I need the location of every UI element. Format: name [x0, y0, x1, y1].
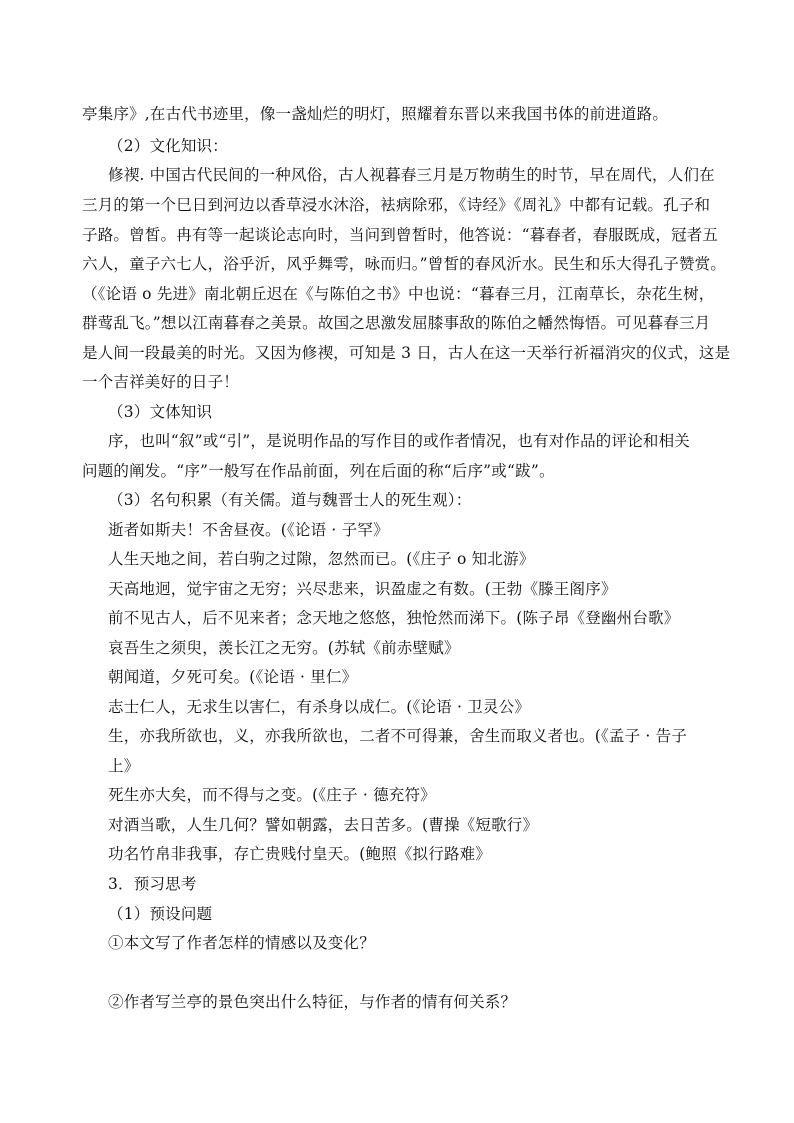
quote-line-11: 功名竹帛非我事，存亡贵贱付皇天。(鲍照《拟行路难》	[108, 845, 492, 863]
text-line-7: （《论语 o 先进》南北朝丘迟在《与陈伯之书》中也说：“暮春三月，江南草长，杂花生树，	[82, 285, 715, 303]
text-line-6: 六人，童子六七人，浴乎沂，风乎舞雩，咏而归。”曾皙的春风沂水。民生和乐大得孔子赞赏。	[82, 255, 727, 273]
quote-line-8: 生，亦我所欲也，义，亦我所欲也，二者不可得兼，舍生而取义者也。(《孟子 · 告子	[108, 727, 688, 745]
text-line-12: 序，也叫“叙”或“引”，是说明作品的写作目的或作者情况，也有对作品的评论和相关	[108, 432, 690, 450]
quote-line-2: 人生天地之间，若白驹之过隙，忽然而已。(《庄子 o 知北游》	[108, 550, 535, 568]
text-line-10: 一个吉祥美好的日子！	[82, 373, 240, 391]
text-line-9: 是人间一段最美的时光。又因为修禊，可知是 3 日，古人在这一天举行祈福消灾的仪式，这是	[82, 344, 731, 362]
section-heading-questions: （1）预设问题	[108, 905, 213, 923]
section-heading-quotes: （3）名句积累（有关儒。道与魏晋士人的死生观）：	[108, 491, 472, 509]
question-1: ①本文写了作者怎样的情感以及变化？	[108, 934, 375, 952]
question-2: ②作者写兰亭的景色突出什么特征，与作者的情有何关系？	[108, 993, 517, 1011]
quote-line-9: 死生亦大矣，而不得与之变。(《庄子 · 德充符》	[108, 786, 436, 804]
quote-line-8-continued: 上》	[108, 757, 140, 775]
quote-line-6: 朝闻道，夕死可矣。(《论语 · 里仁》	[108, 668, 358, 686]
text-line-1: 亭集序》,在古代书迹里，像一盏灿烂的明灯，照耀着东晋以来我国书体的前进道路。	[82, 105, 669, 123]
text-line-8: 群莺乱飞。”想以江南暮春之美景。故国之思激发屈膝事敌的陈伯之幡然悔悟。可见暮春三月	[82, 314, 711, 332]
text-line-5: 子路。曾皙。冉有等一起谈论志向时，当问到曾皙时，他答说：“暮春者，春服既成，冠者五	[82, 226, 719, 244]
text-line-4: 三月的第一个巳日到河边以香草浸水沐浴，袪病除邪，《诗经》《周礼》中都有记载。孔子和	[82, 196, 711, 214]
quote-line-3: 天高地迥，觉宇宙之无穷；兴尽悲来，识盈虚之有数。(王勃《滕王阁序》	[108, 580, 617, 598]
section-heading-genre: （3）文体知识	[108, 403, 213, 421]
quote-line-4: 前不见古人，后不见来者；念天地之悠悠，独怆然而涕下。(陈子昂《登幽州台歌》	[108, 609, 680, 627]
quote-line-10: 对酒当歌，人生几何？譬如朝露，去日苦多。(曹操《短歌行》	[108, 816, 539, 834]
text-line-3: 修禊. 中国古代民间的一种风俗，古人视暮春三月是万物萌生的时节，早在周代，人们在	[108, 166, 715, 184]
text-line-13: 问题的阐发。“序”一般写在作品前面，列在后面的称“后序”或“跋”。	[82, 462, 555, 480]
section-heading-preview: 3．预习思考	[108, 875, 197, 893]
quote-line-1: 逝者如斯夫！不舍昼夜。(《论语 · 子罕》	[108, 521, 389, 539]
section-heading-culture: （2）文化知识：	[108, 137, 228, 155]
quote-line-7: 志士仁人，无求生以害仁，有杀身以成仁。(《论语 · 卫灵公》	[108, 698, 531, 716]
quote-line-5: 哀吾生之须臾，羡长江之无穷。(苏轼《前赤壁赋》	[108, 639, 460, 657]
